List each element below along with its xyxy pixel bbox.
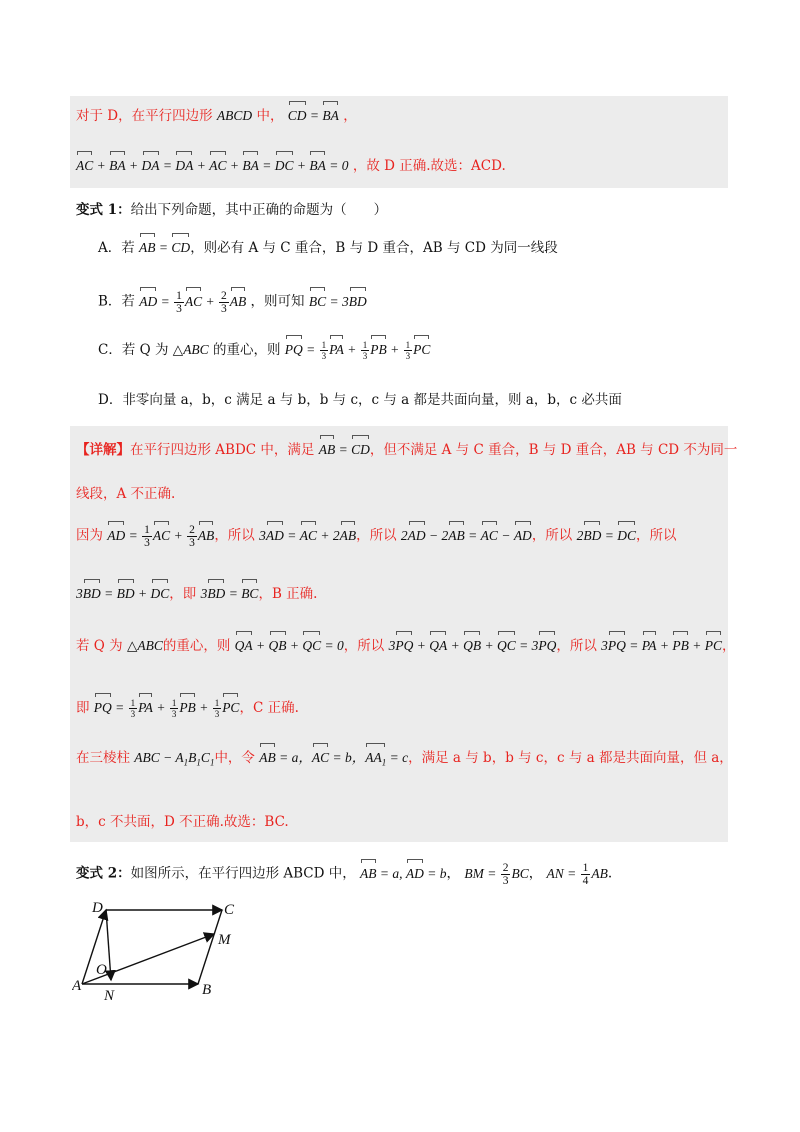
- parallelogram-figure: [72, 896, 252, 1008]
- variant1-question: 变式 1：给出下列命题，其中正确的命题为（ ）: [76, 202, 388, 218]
- label-m: M: [218, 932, 231, 948]
- detail-line-8: b，c 不共面，D 不正确.故选：BC.: [76, 814, 289, 830]
- detail-line-4: 3BD = BD + DC，即 3BD = BC，B 正确.: [76, 586, 318, 602]
- detail-line-5: 若 Q 为 △ABC的重心，则 QA + QB + QC = 0，所以 3PQ + QA + QB + QC = 3PQ，所以 3PQ = PA + PB + PC，: [76, 638, 736, 654]
- label-a: A: [72, 978, 82, 994]
- label-b: B: [202, 982, 212, 998]
- detail-line-1: 【详解】在平行四边形 ABDC 中，满足 AB = CD，但不满足 A 与 C 重合，B 与 D 重合，AB 与 CD 不为同一: [76, 442, 738, 458]
- label-c: C: [224, 902, 235, 918]
- label-o: O: [96, 962, 107, 978]
- option-c: C．若 Q 为 △ABC 的重心，则 PQ = $\frac{1}{3}$ PA + $\frac{1}{3}$ PB + $\frac{1}{3}$ PC: [98, 340, 431, 362]
- solution-d-line-1: 对于 D，在平行四边形 ABCD 中， CD = BA ，: [76, 108, 357, 124]
- detail-line-3: 因为 AD = $\frac{1}{3}$ AC + $\frac{2}{3}$ AB，所以 3AD = AC + 2AB，所以 2AD − 2AB = AC − AD，所以 2BD = DC，所以: [76, 524, 677, 549]
- label-d: D: [92, 900, 103, 916]
- option-b: B．若 AD = $\frac{1}{3}$ AC + $\frac{2}{3}$ AB ，则可知 BC = 3BD: [98, 290, 367, 315]
- option-d: D．非零向量 a，b，c 满足 a 与 b，b 与 c，c 与 a 都是共面向量，则 a，b，c 必共面: [98, 392, 622, 408]
- detail-line-6: 即 PQ = $\frac{1}{3}$ PA + $\frac{1}{3}$ PB + $\frac{1}{3}$ PC，C 正确.: [76, 698, 299, 720]
- detail-line-7: 在三棱柱 ABC − $A_1B_1C_1$中，令 AB = a，AC = b，$AA_1 = c$，满足 a 与 b，b 与 c，c 与 a 都是共面向量，但 a，: [76, 748, 726, 773]
- detail-line-2: 线段，A 不正确.: [76, 486, 176, 502]
- label-n: N: [104, 988, 115, 1004]
- variant2-question: 变式 2：如图所示，在平行四边形 ABCD 中， AB = a, AD = b， BM = $\frac{2}{3}$ BC， AN = $\frac{1}{4}$ AB.: [76, 862, 613, 887]
- option-a: A．若 AB = CD，则必有 A 与 C 重合，B 与 D 重合，AB 与 CD 为同一线段: [98, 240, 558, 256]
- solution-d-line-2: AC + BA + DA = DA + AC + BA = DC + BA = 0 ，故 D 正确.故选：ACD.: [76, 158, 506, 174]
